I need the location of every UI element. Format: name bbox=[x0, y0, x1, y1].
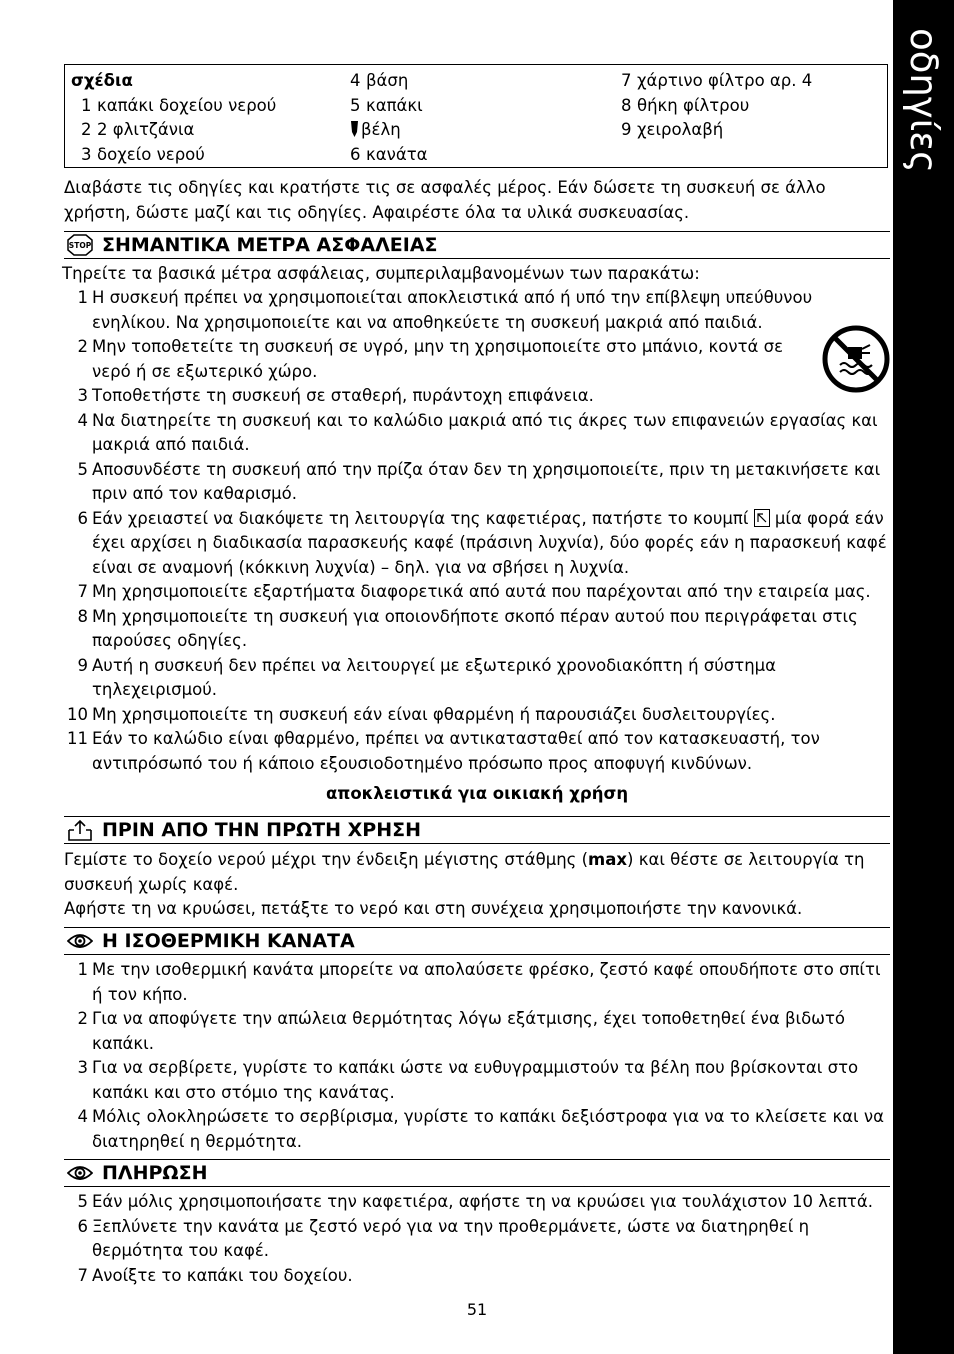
filling-item: 7 Ανοίξτε το καπάκι του δοχείου. bbox=[77, 1265, 353, 1285]
filling-heading bbox=[64, 1159, 890, 1187]
stop-button-icon bbox=[754, 509, 770, 527]
side-tab-label-wrap bbox=[893, 0, 954, 200]
thermal-jug-heading bbox=[64, 927, 890, 955]
jug-item: 1 Με την ισοθερμική κανάτα μπορείτε να απολαύσετε φρέσκο, ζεστό καφέ οπουδήποτε στο σπίτι ή τον κήπο. bbox=[77, 960, 881, 1004]
part-item: 3 δοχείο νερού bbox=[81, 144, 205, 164]
parts-column-1 bbox=[71, 69, 276, 167]
part-item: 6 κανάτα bbox=[350, 144, 428, 164]
jug-item: 2 Για να αποφύγετε την απώλεια θερμότητας λόγω εξάτμισης, έχει τοποθετηθεί ένα βιδωτό καπάκι. bbox=[77, 1009, 846, 1053]
stop-icon bbox=[66, 233, 94, 257]
first-use-paragraph-2: Αφήστε τη να κρυώσει, πετάξτε το νερό και στη συνέχεια χρησιμοποιήστε την κανονικά. bbox=[64, 899, 803, 918]
filling-list bbox=[64, 1190, 890, 1288]
first-use-title: ΠΡΙΝ ΑΠΟ ΤΗΝ ΠΡΩΤΗ ΧΡΗΣΗ bbox=[102, 819, 421, 841]
safety-item: 2 Μην τοποθετείτε τη συσκευή σε υγρό, μην τη χρησιμοποιείτε στο μπάνιο, κοντά σε νερό ή σε εξωτερικό χώρο. bbox=[77, 337, 783, 381]
safety-item: 6 Εάν χρειαστεί να διακόψετε τη λειτουργία της καφετιέρας, πατήστε το κουμπί μία φορά εάν έχει αρχίσει η διαδικασία παρασκευής καφέ (πράσινη λυχνία), δύο φορές εάν η παρασκευή καφέ είναι σε αναμονή (κόκκινη λυχνία) – δηλ. για να σβήσει η λυχνία. bbox=[77, 508, 887, 577]
no-water-warning-icon bbox=[822, 325, 890, 393]
first-use-heading bbox=[64, 816, 890, 844]
safety-item: 3 Τοποθετήστε τη συσκευή σε σταθερή, πυράντοχη επιφάνεια. bbox=[77, 386, 594, 405]
side-tab-label: οδηγίες bbox=[902, 27, 946, 173]
first-use-paragraph-1: Γεμίστε το δοχείο νερού μέχρι την ένδειξη μέγιστης στάθμης (max) και θέστε σε λειτουργία τη συσκευή χωρίς καφέ. bbox=[64, 850, 865, 894]
unpack-box-icon bbox=[66, 818, 94, 842]
parts-title: σχέδια bbox=[71, 71, 133, 90]
part-item: 9 χειρολαβή bbox=[621, 120, 724, 139]
page-number: 51 bbox=[466, 1300, 488, 1319]
arrows-icon bbox=[350, 121, 359, 137]
safety-heading bbox=[64, 231, 890, 259]
safety-item: 8 Μη χρησιμοποιείτε τη συσκευή για οποιονδήποτε σκοπό πέραν αυτού που περιγράφεται στις παρούσες οδηγίες. bbox=[77, 606, 858, 650]
first-use-text bbox=[64, 848, 890, 922]
household-note: αποκλειστικά για οικιακή χρήση bbox=[325, 784, 629, 803]
jug-item: 3 Για να σερβίρετε, γυρίστε το καπάκι ώστε να ευθυγραμμιστούν τα βέλη που βρίσκονται στο καπάκι και στο στόμιο της κανάτας. bbox=[77, 1058, 859, 1102]
intro-paragraph: Διαβάστε τις οδηγίες και κρατήστε τις σε ασφαλές μέρος. Εάν δώσετε τη συσκευή σε άλλο χρήστη, δώστε μαζί και τις οδηγίες. Αφαιρέστε όλα τα υλικά συσκευασίας. bbox=[64, 178, 826, 222]
part-item: 1 καπάκι δοχείου νερού bbox=[81, 95, 277, 115]
filling-item: 5 Εάν μόλις χρησιμοποιήσατε την καφετιέρα, αφήστε τη να κρυώσει για τουλάχιστον 10 λεπτά. bbox=[77, 1192, 873, 1211]
thermal-jug-title: Η ΙΣΟΘΕΡΜΙΚΗ ΚΑΝΑΤΑ bbox=[102, 930, 355, 952]
side-tab bbox=[893, 0, 954, 1354]
parts-column-3 bbox=[621, 69, 812, 143]
parts-column-2 bbox=[350, 69, 428, 167]
safety-item: 11 Εάν το καλώδιο είναι φθαρμένο, πρέπει να αντικατασταθεί από τον κατασκευαστή, τον αντιπρόσωπό του ή κάποιο εξουσιοδοτημένο πρόσωπο προς αποφυγή κινδύνων. bbox=[67, 729, 820, 773]
part-item: 7 χάρτινο φίλτρο αρ. 4 bbox=[621, 71, 813, 90]
part-item: 4 βάση bbox=[350, 71, 409, 90]
part-item: 2 2 φλιτζάνια bbox=[81, 120, 195, 139]
safety-item: 9 Αυτή η συσκευή δεν πρέπει να λειτουργεί με εξωτερικό χρονοδιακόπτη ή σύστημα τηλεχειρισμού. bbox=[77, 655, 777, 699]
safety-item: 1 Η συσκευή πρέπει να χρησιμοποιείται αποκλειστικά από ή υπό την επίβλεψη υπεύθυνου ενηλίκου. Να χρησιμοποιείτε και να αποθηκεύετε τη συσκευή μακριά από παιδιά. bbox=[77, 288, 813, 332]
safety-list-part-a bbox=[64, 286, 813, 384]
parts-legend bbox=[64, 64, 888, 168]
part-item: 8 θήκη φίλτρου bbox=[621, 95, 750, 115]
safety-list-part-b bbox=[64, 384, 890, 776]
filling-title: ΠΛΗΡΩΣΗ bbox=[102, 1162, 208, 1184]
safety-item: 10 Μη χρησιμοποιείτε τη συσκευή εάν είναι φθαρμένη ή παρουσιάζει δυσλειτουργίες. bbox=[67, 704, 776, 724]
eye-icon bbox=[66, 1161, 94, 1185]
svg-text:STOP: STOP bbox=[68, 241, 92, 250]
eye-icon bbox=[66, 929, 94, 953]
part-item: 5 καπάκι bbox=[350, 95, 423, 115]
safety-item: 4 Να διατηρείτε τη συσκευή και το καλώδιο μακριά από τις άκρες των επιφανειών εργασίας και μακριά από παιδιά. bbox=[77, 410, 878, 454]
safety-title: ΣΗΜΑΝΤΙΚΑ ΜΕΤΡΑ ΑΣΦΑΛΕΙΑΣ bbox=[102, 234, 438, 256]
filling-item: 6 Ξεπλύνετε την κανάτα με ζεστό νερό για να την προθερμάνετε, ώστε να διατηρηθεί η θερμότητα του καφέ. bbox=[77, 1216, 810, 1260]
safety-item: 7 Μη χρησιμοποιείτε εξαρτήματα διαφορετικά από αυτά που παρέχονται από την εταιρεία μας. bbox=[77, 582, 871, 601]
safety-item: 5 Αποσυνδέστε τη συσκευή από την πρίζα όταν δεν τη χρησιμοποιείτε, πριν τη μετακινήσετε και πριν από τον καθαρισμό. bbox=[77, 459, 881, 503]
part-item: βέλη bbox=[350, 118, 428, 143]
thermal-jug-list bbox=[64, 958, 890, 1154]
jug-item: 4 Μόλις ολοκληρώσετε το σερβίρισμα, γυρίστε το καπάκι δεξιόστροφα για να το κλείσετε και να διατηρηθεί η θερμότητα. bbox=[77, 1107, 884, 1151]
safety-lead: Τηρείτε τα βασικά μέτρα ασφάλειας, συμπεριλαμβανομένων των παρακάτω: bbox=[62, 264, 700, 283]
